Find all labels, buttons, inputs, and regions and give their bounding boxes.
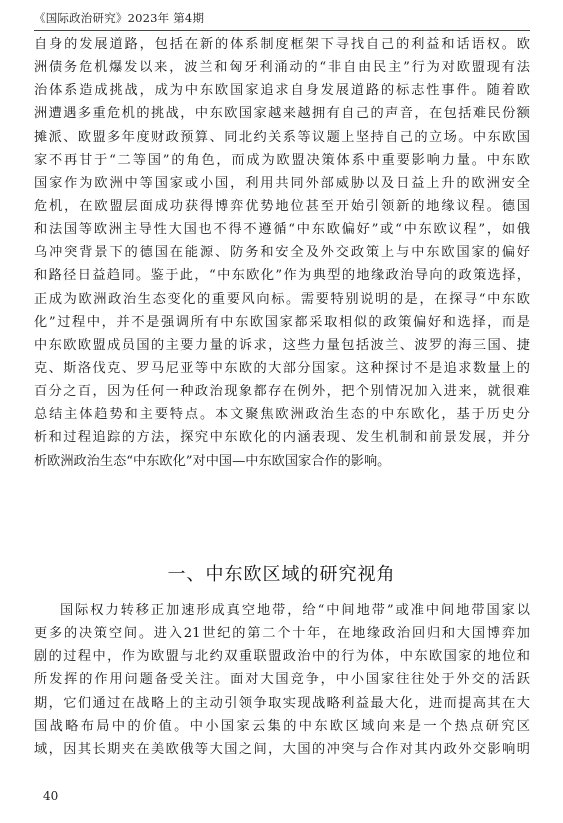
page-number: 40: [43, 789, 59, 803]
paragraph-line: 和路径日益趋同。鉴于此，“中东欧化”作为典型的地缘政治导向的政策选择，: [34, 268, 530, 284]
paragraph-line: 期，它们通过在战略上的主动引领争取实现战略利益最大化，进而提高其在大: [34, 695, 530, 711]
paragraph-section-body: [34, 599, 530, 761]
paragraph-line: 所发挥的作用问题备受关注。面对大国竞争，中小国家往往处于外交的活跃: [34, 672, 530, 688]
paragraph-line: 更多的决策空间。进入21世纪的第二个十年，在地缘政治回归和大国博弈加: [34, 626, 530, 642]
paragraph-line: 和法国等欧洲主导性大国也不得不遵循“中东欧偏好”或“中东欧议程”，如俄: [34, 222, 530, 238]
paragraph-line: 百分之百，因为任何一种政治现象都存在例外，把个别情况加入进来，就很难: [34, 384, 530, 400]
paragraph-intro: [34, 33, 530, 473]
paragraph-line: 国际权力转移正加速形成真空地带，给“中间地带”或准中间地带国家以: [60, 603, 530, 618]
paragraph-line: 洲遭遇多重危机的挑战，中东欧国家越来越拥有自己的声音，在包括难民份额: [34, 106, 530, 122]
paragraph-line: 总结主体趋势和主要特点。本文聚焦欧洲政治生态的中东欧化，基于历史分: [34, 407, 530, 423]
paragraph-line: 治体系造成挑战，成为中东欧国家追求自身发展道路的标志性事件。随着欧: [34, 83, 530, 99]
paragraph-line: 正成为欧洲政治生态变化的重要风向标。需要特别说明的是，在探寻“中东欧: [34, 291, 530, 307]
paragraph-line: 域，因其长期夹在美欧俄等大国之间，大国的冲突与合作对其内政外交影响明: [34, 741, 530, 757]
paragraph-line: 克、斯洛伐克、罗马尼亚等中东欧的大部分国家。这种探讨不是追求数量上的: [34, 360, 530, 376]
paragraph-line: 洲债务危机爆发以来，波兰和匈牙利涌动的“非自由民主”行为对欧盟现有法: [34, 60, 530, 76]
paragraph-line: 国家作为欧洲中等国家或小国，利用共同外部威胁以及日益上升的欧洲安全: [34, 175, 530, 191]
paragraph-line: 中东欧欧盟成员国的主要力量的诉求，这些力量包括波兰、波罗的海三国、捷: [34, 337, 530, 353]
paragraph-line: 剧的过程中，作为欧盟与北约双重联盟政治中的行为体，中东欧国家的地位和: [34, 649, 530, 665]
section-heading: 一、中东欧区域的研究视角: [167, 564, 396, 585]
paragraph-line: 析欧洲政治生态“中东欧化”对中国—中东欧国家合作的影响。: [34, 453, 391, 469]
header-divider: [34, 30, 530, 31]
paragraph-line: 化”过程中，并不是强调所有中东欧国家都采取相似的政策偏好和选择，而是: [34, 314, 530, 330]
paragraph-line: 危机，在欧盟层面成功获得博弈优势地位甚至开始引领新的地缘议程。德国: [34, 198, 530, 214]
running-header: 《国际政治研究》2023年 第4期: [34, 11, 205, 25]
paragraph-line: 国战略布局中的价值。中小国家云集的中东欧区域向来是一个热点研究区: [34, 718, 530, 734]
paragraph-line: 自身的发展道路，包括在新的体系制度框架下寻找自己的利益和话语权。欧: [34, 37, 530, 52]
paragraph-line: 析和过程追踪的方法，探究中东欧化的内涵表现、发生机制和前景发展，并分: [34, 430, 530, 446]
paragraph-line: 摊派、欧盟多年度财政预算、同北约关系等议题上坚持自己的立场。中东欧国: [34, 129, 530, 145]
paragraph-line: 家不再甘于“二等国”的角色，而成为欧盟决策体系中重要影响力量。中东欧: [34, 152, 530, 168]
paragraph-line: 乌冲突背景下的德国在能源、防务和安全及外交政策上与中东欧国家的偏好: [34, 245, 530, 261]
